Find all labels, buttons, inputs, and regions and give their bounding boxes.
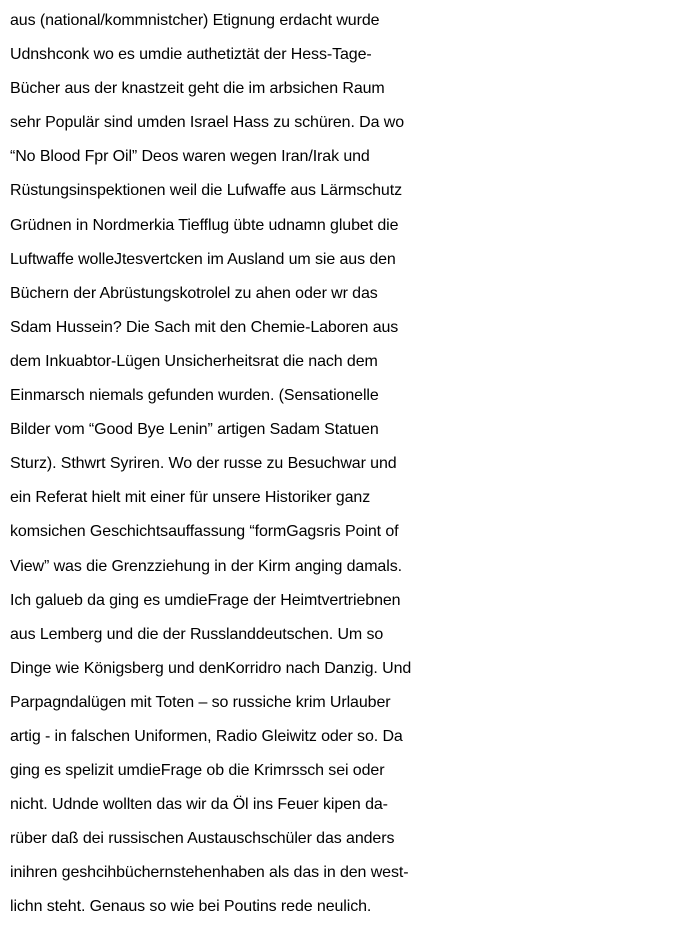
text-line: artig - in falschen Uniformen, Radio Gleiwitz oder so. Da — [10, 727, 403, 745]
text-line: aus (national/kommnistcher) Etignung erdacht wurde — [10, 12, 380, 29]
text-line: Parpagndalügen mit Toten – so russiche krim Urlauber — [10, 693, 391, 711]
text-line: inihren geshcihbüchernstehenhaben als das in den west- — [10, 864, 409, 882]
text-line: View” was die Grenzziehung in der Kirm anging damals. — [10, 557, 402, 575]
text-line: Grüdnen in Nordmerkia Tiefflug übte udnamn glubet die — [10, 216, 399, 234]
text-line: Udnshconk wo es umdie authetiztät der Hess-Tage- — [10, 46, 372, 64]
text-line: Büchern der Abrüstungskotrolel zu ahen oder wr das — [10, 284, 378, 302]
text-line: Sdam Hussein? Die Sach mit den Chemie-Laboren aus — [10, 318, 399, 336]
text-line: “No Blood Fpr Oil” Deos waren wegen Iran/Irak und — [10, 148, 370, 166]
text-line: aus Lemberg und die der Russlanddeutschen. Um so — [10, 625, 384, 643]
text-line: lichn steht. Genaus so wie bei Poutins rede neulich. — [10, 898, 372, 916]
text-line: Rüstungsinspektionen weil die Lufwaffe aus Lärmschutz — [10, 182, 402, 200]
text-line: dem Inkuabtor-Lügen Unsicherheitsrat die nach dem — [10, 352, 378, 370]
text-line: Bilder vom “Good Bye Lenin” artigen Sadam Statuen — [10, 421, 379, 439]
text-line: sehr Populär sind umden Israel Hass zu schüren. Da wo — [10, 114, 405, 132]
text-line: ein Referat hielt mit einer für unsere Historiker ganz — [10, 489, 371, 507]
text-line: rüber daß dei russischen Austauschschüler das anders — [10, 830, 395, 848]
text-line: Luftwaffe wolleJtesvertcken im Ausland um sie aus den — [10, 250, 396, 268]
text-line: Bücher aus der knastzeit geht die im arbsichen Raum — [10, 80, 385, 98]
text-line: nicht. Udnde wollten das wir da Öl ins Feuer kipen da- — [10, 796, 388, 814]
text-line: ging es spelizit umdieFrage ob die Krimrssch sei oder — [10, 762, 385, 780]
text-line: Einmarsch niemals gefunden wurden. (Sensationelle — [10, 387, 379, 405]
text-line: Dinge wie Königsberg und denKorridro nach Danzig. Und — [10, 659, 412, 677]
document-page — [10, 4, 682, 925]
text-line: Sturz). Sthwrt Syriren. Wo der russe zu Besuchwar und — [10, 455, 397, 473]
text-line: Ich galueb da ging es umdieFrage der Heimtvertriebnen — [10, 591, 401, 609]
text-line: komsichen Geschichtsauffassung “formGagsris Point of — [10, 523, 399, 541]
